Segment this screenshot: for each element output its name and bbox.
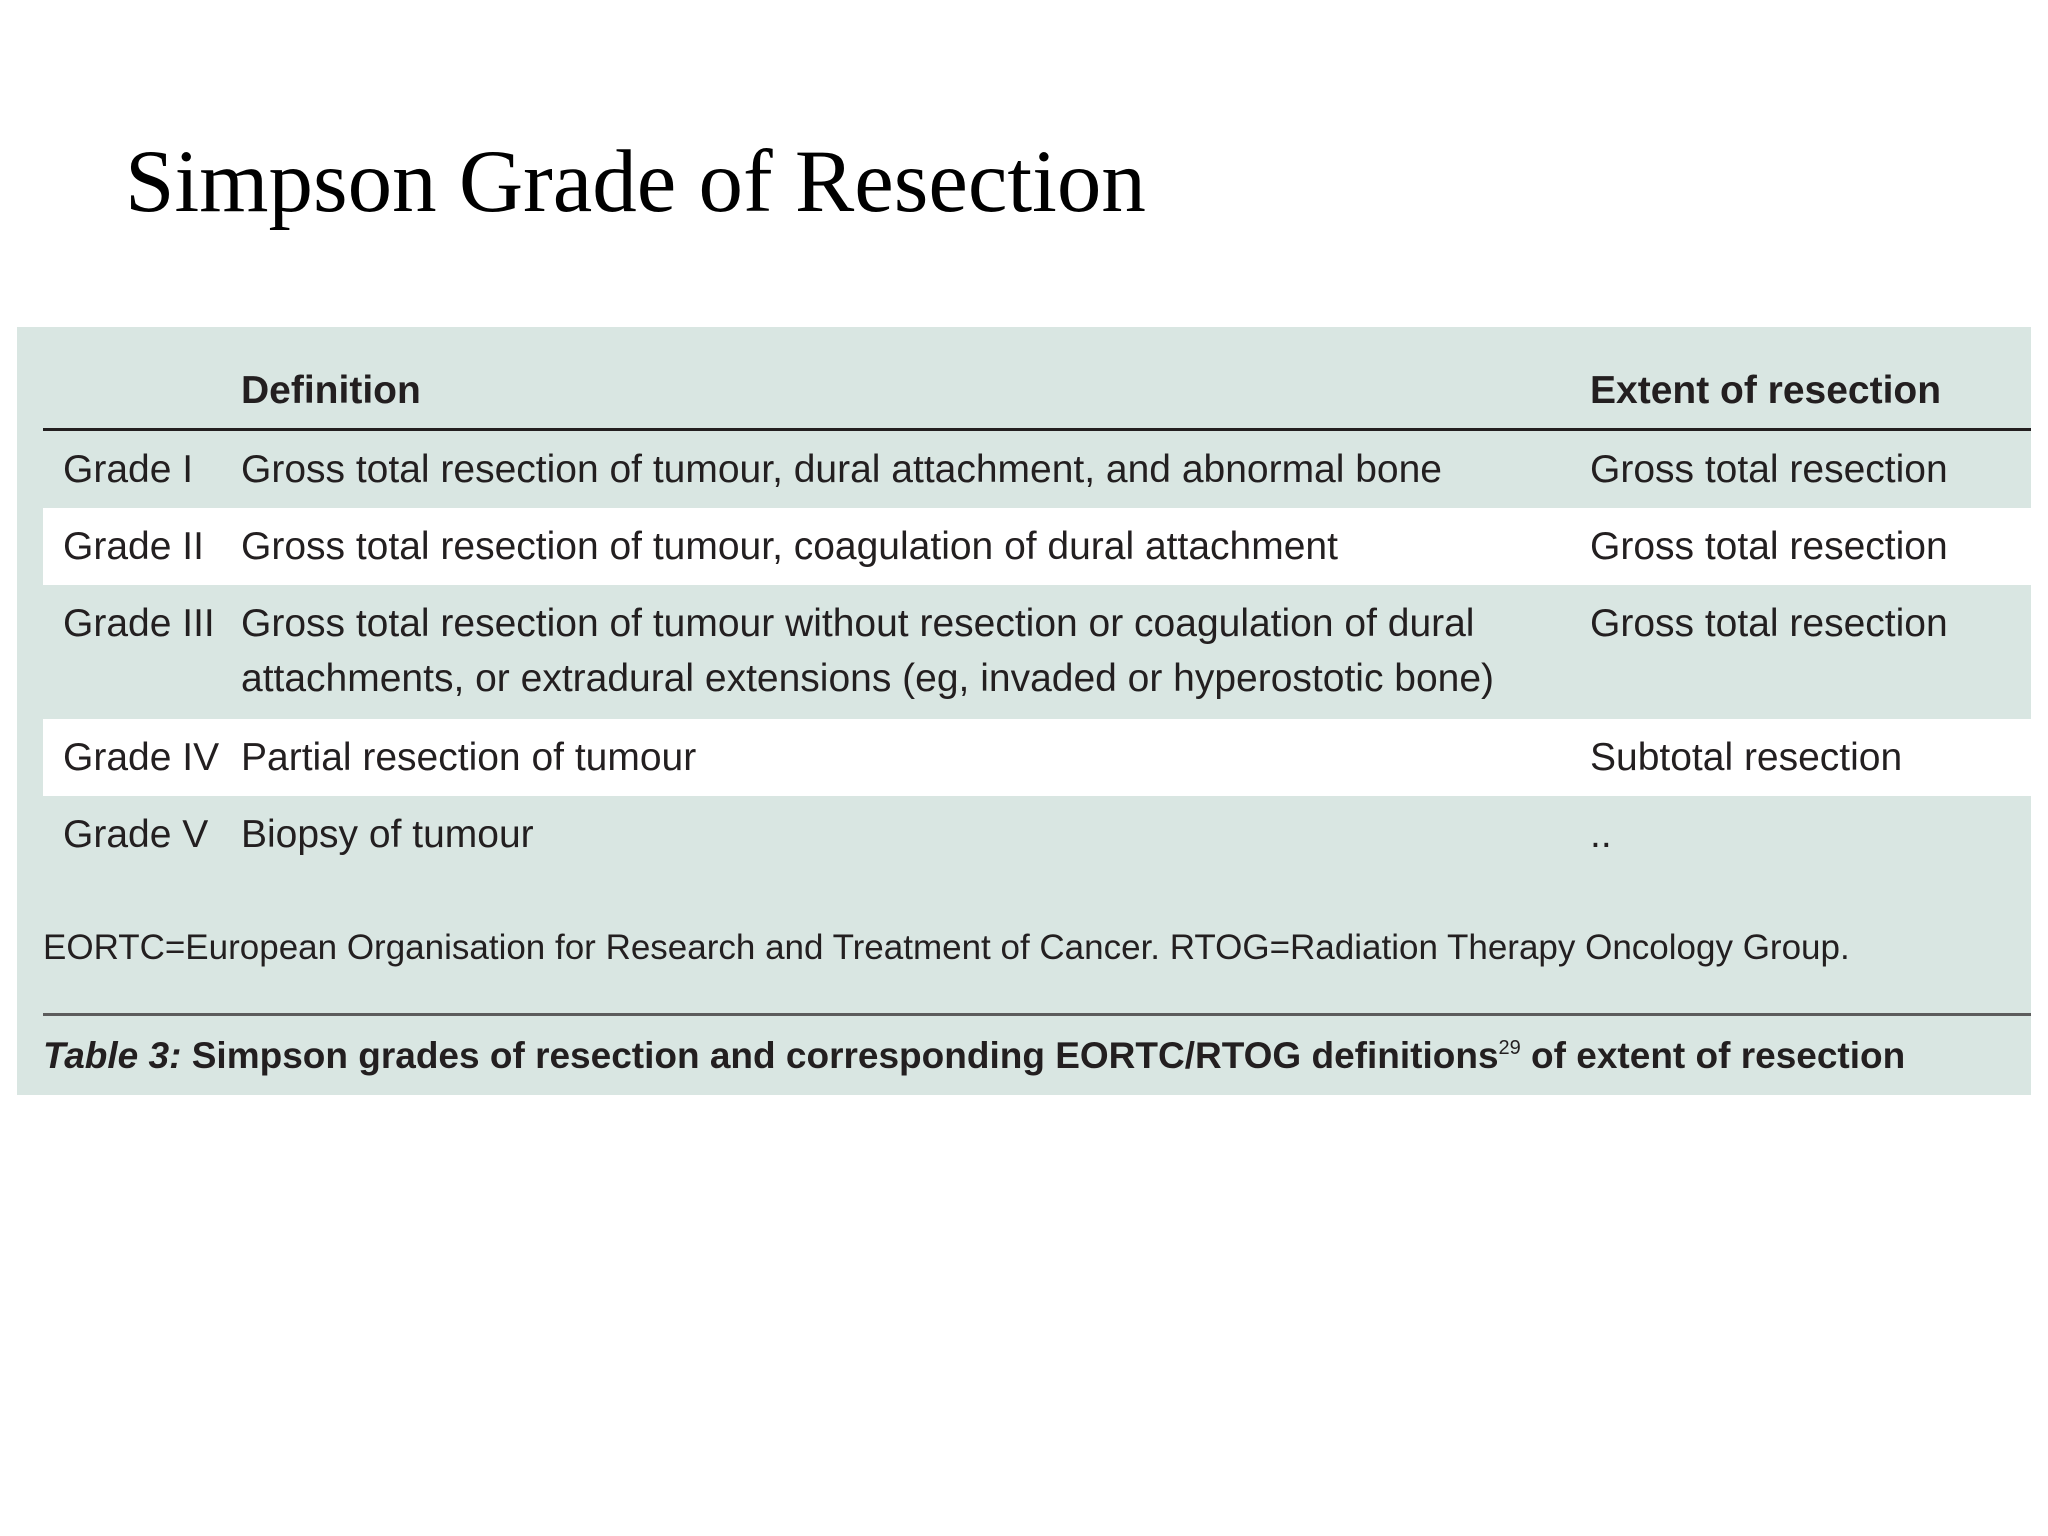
header-definition: Definition <box>241 369 421 412</box>
table-row <box>43 796 2031 873</box>
caption-divider <box>43 1013 2031 1016</box>
table-row <box>43 508 2031 585</box>
caption-reference: 29 <box>1498 1037 1521 1059</box>
row-extent: .. <box>1590 813 1612 856</box>
row-grade: Grade IV <box>63 736 220 779</box>
row-grade: Grade I <box>63 448 194 491</box>
table-row <box>43 431 2031 508</box>
resection-table-figure <box>17 327 2031 1095</box>
caption-label: Table 3: <box>43 1035 182 1076</box>
definition-line: Gross total resection of tumour without resection or coagulation of dural <box>241 602 1475 645</box>
caption-text: Simpson grades of resection and corresponding EORTC/RTOG definitions <box>181 1035 1499 1076</box>
definition-line: Partial resection of tumour <box>241 736 697 779</box>
row-extent: Gross total resection <box>1590 525 1948 568</box>
table-header-row <box>43 327 2031 431</box>
table-row <box>43 585 2031 719</box>
row-extent: Gross total resection <box>1590 448 1948 491</box>
definition-line: Biopsy of tumour <box>241 813 534 856</box>
resection-table <box>43 327 2031 873</box>
row-definition <box>241 807 1590 862</box>
definition-line: attachments, or extradural extensions (eg, invaded or hyperostotic bone) <box>241 657 1495 700</box>
row-definition <box>241 730 1590 785</box>
definition-line: Gross total resection of tumour, coagulation of dural attachment <box>241 525 1338 568</box>
definition-line: Gross total resection of tumour, dural attachment, and abnormal bone <box>241 448 1443 491</box>
table-footnote: EORTC=European Organisation for Research and Treatment of Cancer. RTOG=Radiation Therapy Oncology Group. <box>43 928 1850 967</box>
header-extent: Extent of resection <box>1590 369 1942 412</box>
row-extent: Gross total resection <box>1590 602 1948 645</box>
row-definition <box>241 519 1590 574</box>
row-definition <box>241 596 1590 706</box>
row-grade: Grade III <box>63 602 215 645</box>
caption-text-end: of extent of resection <box>1520 1035 1906 1076</box>
slide-title: Simpson Grade of Resection <box>125 133 1146 231</box>
row-extent: Subtotal resection <box>1590 736 1903 779</box>
table-row <box>43 719 2031 796</box>
table-caption <box>43 1031 2031 1081</box>
row-grade: Grade II <box>63 525 204 568</box>
row-definition <box>241 442 1590 497</box>
row-grade: Grade V <box>63 813 209 856</box>
